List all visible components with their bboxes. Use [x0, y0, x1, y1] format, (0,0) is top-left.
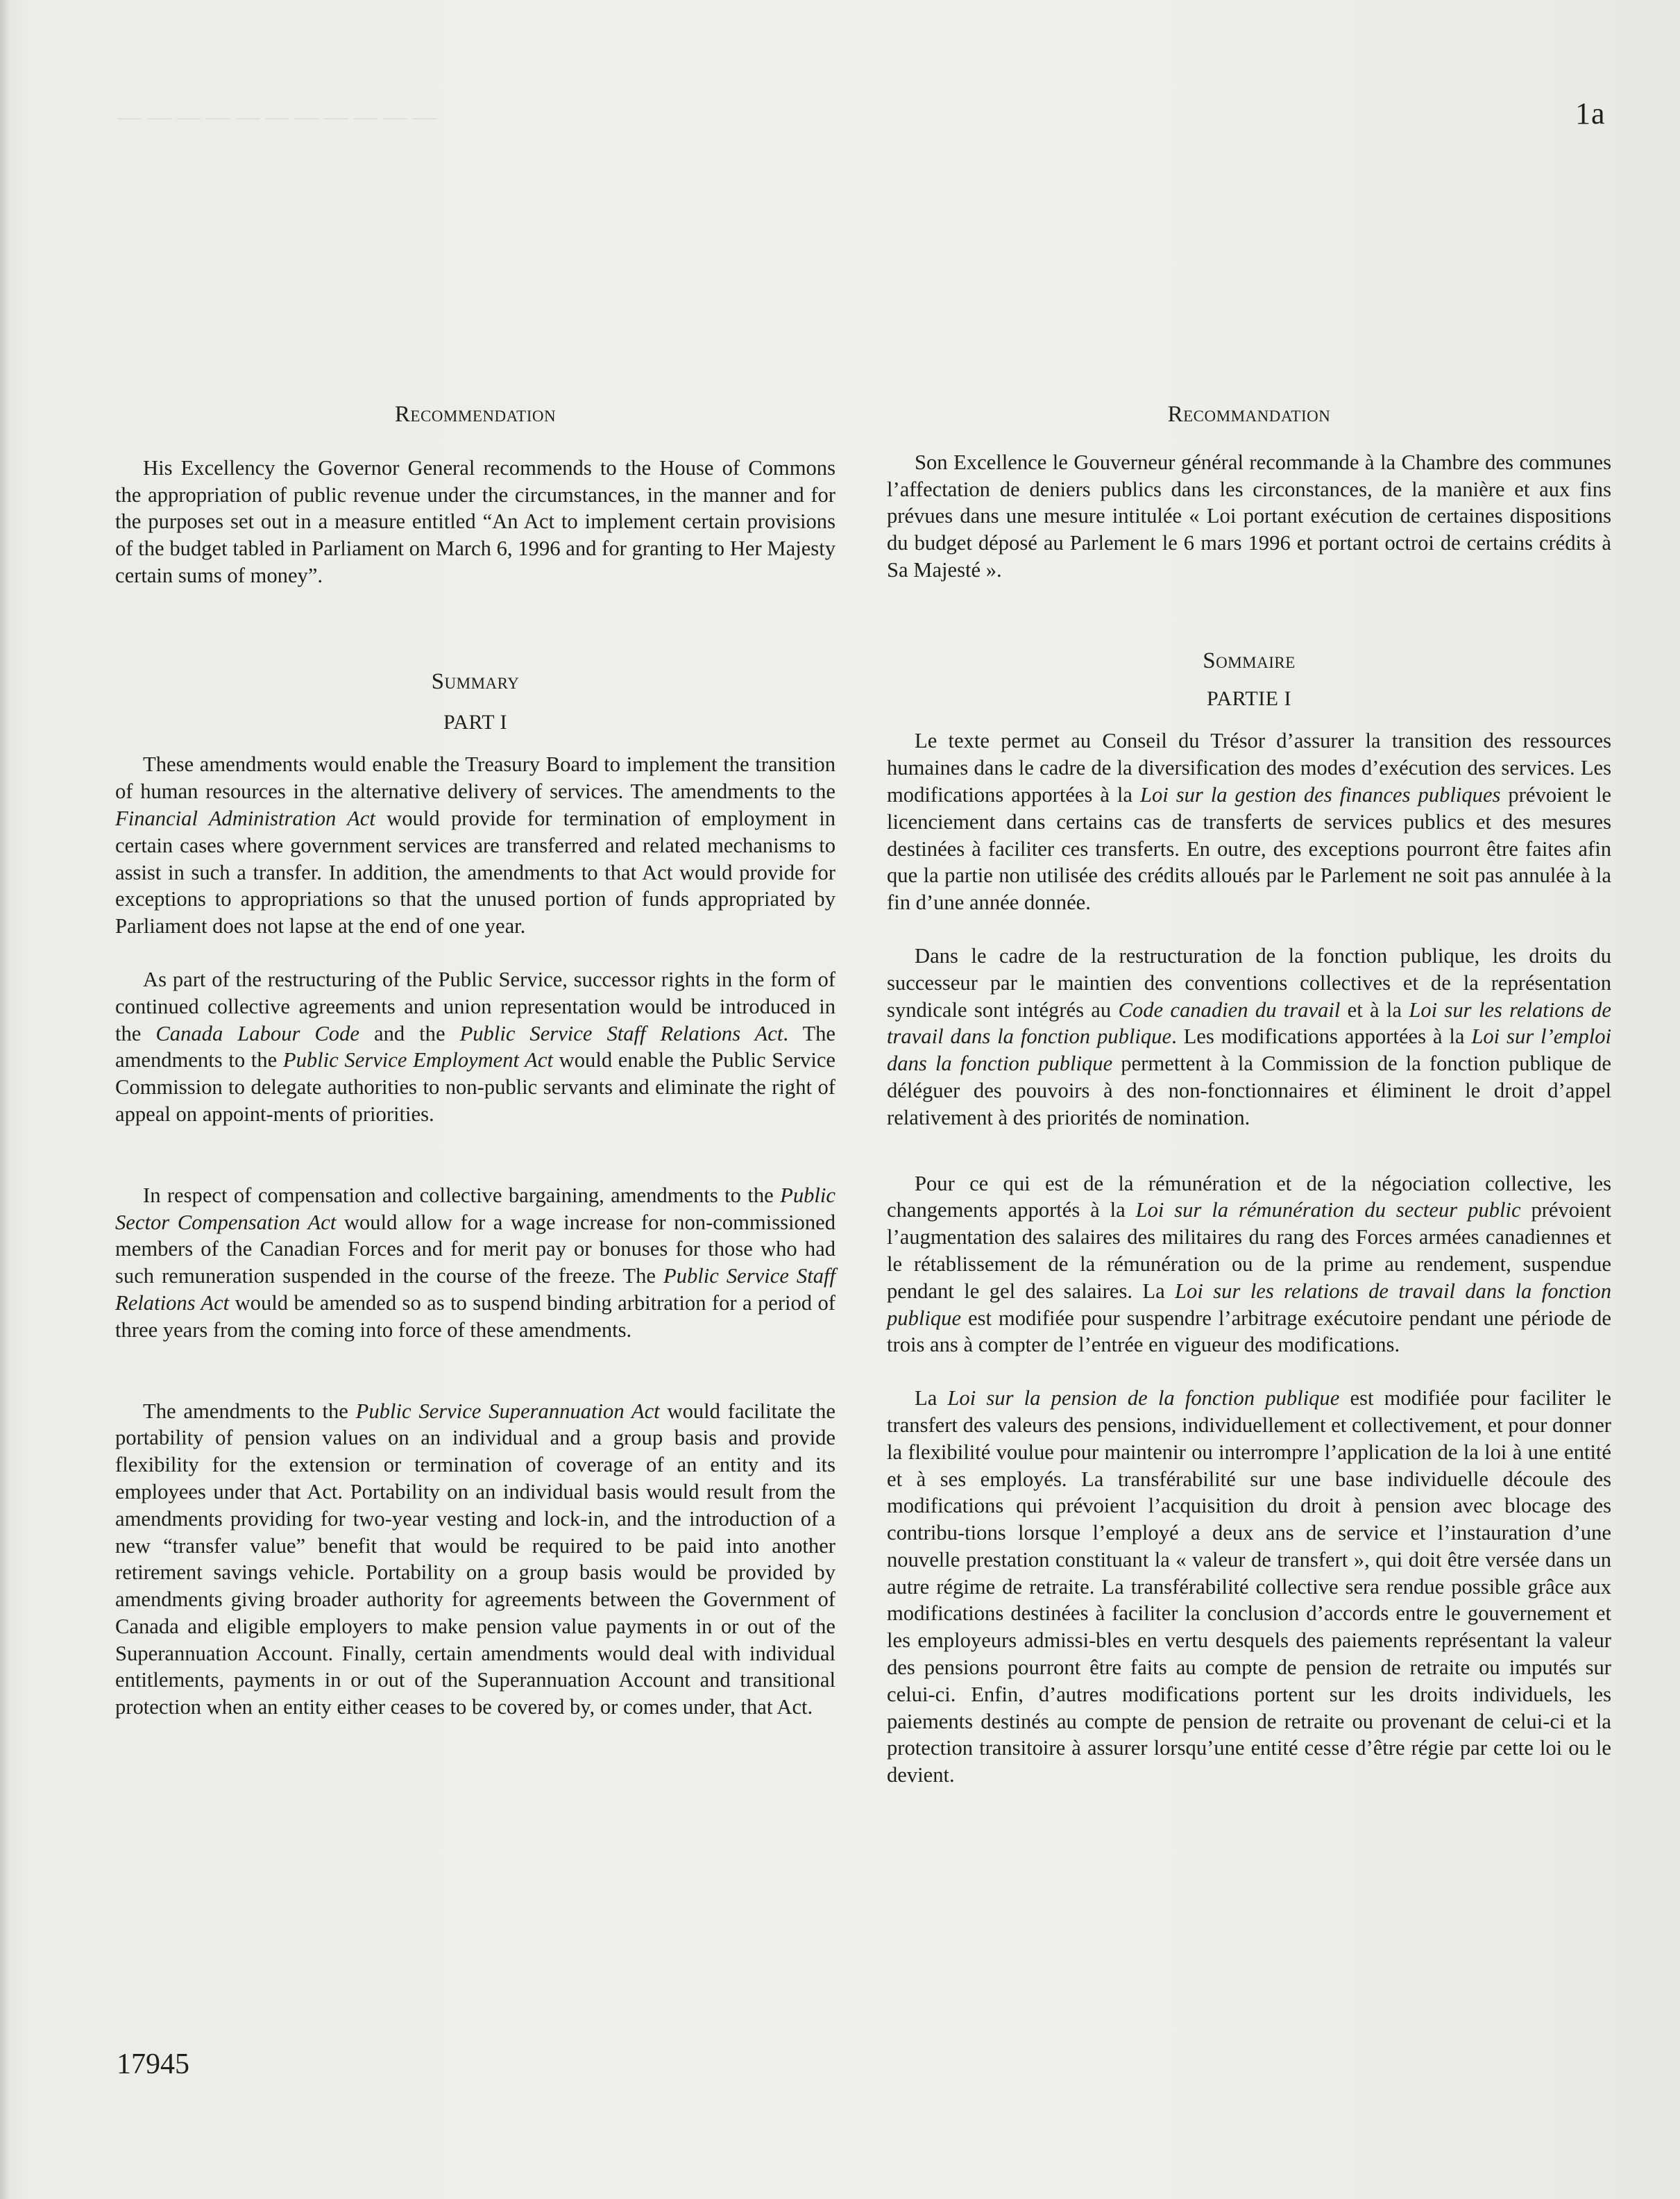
summary-heading: Summary	[431, 668, 520, 694]
recommandation-text: Son Excellence le Gouverneur général recommande à la Chambre des communes l’affectation de deniers publics dans les circonstances, de la manière et aux fins prévues dans une mesure intitulée « Loi portant exécution de certaines dispositions du budget déposé au Parlement le 6 mars 1996 et portant octroi de certains crédits à Sa Majesté ».	[887, 450, 1611, 582]
sommaire-heading: Sommaire	[1203, 648, 1296, 673]
summary-paragraph-4: The amendments to the Public Service Superannuation Act would facilitate the portability of pension values on an individual and a group basis and provide flexibility for the extension or termination of coverage of an entity and its employees under that Act. Portability on an individual basis would result from the amendments providing for two-year vesting and lock-in, and the introduction of a new “transfer value” benefit that would be required to be paid into another retirement savings vehicle. Portability on a group basis would be provided by amendments giving broader authority for agreements between the Government of Canada and eligible employers to make pension value payments in or out of the Superannuation Account. Finally, certain amendments would deal with individual entitlements, payments in or out of the Superannuation Account and transitional protection when an entity either ceases to be covered by, or comes under, that Act.	[115, 1399, 835, 1719]
recommendation-heading: Recommendation	[394, 402, 557, 427]
partie-heading: PARTIE I	[1207, 686, 1291, 710]
summary-paragraph-1: These amendments would enable the Treasury Board to implement the transition of human resources in the alternative delivery of services. The amendments to the Financial Administration Act would provide for termination of employment in certain cases where government services are transferred and related mechanisms to assist in such a transfer. In addition, the amendments to that Act would provide for exceptions to appropriations so that the unused portion of funds appropriated by Parliament does not lapse at the end of one year.	[115, 752, 835, 938]
sommaire-paragraph-4: La Loi sur la pension de la fonction publique est modifiée pour faciliter le transfert des valeurs des pensions, individuellement et collectivement, et pour donner la flexibilité voulue pour maintenir ou interrompre l’application de la loi à une entité et à ses employés. La transférabilité sur une base individuelle découle des modifications qui prévoient l’acquisition du droit à pension avec blocage des contribu-tions lorsque l’employé a deux ans de service et l’instauration d’une nouvelle prestation constituant la « valeur de transfert », qui doit être versée dans un autre régime de retraite. La transférabilité collective sera rendue possible grâce aux modifications destinées à faciliter la conclusion d’accords entre le gouvernement et les employeurs admissi-bles en vertu desquels des paiements représentant la valeur des pensions pourront être faits au compte de pension de retraite ou imputés sur celui-ci. Enfin, d’autres modifications portent sur les droits individuels, les paiements destinés au compte de pension de retraite ou provenant de celui-ci et la protection transitoire à assurer lorsqu’une entité cesse d’être régie par cette loi ou le devient.	[887, 1386, 1612, 1787]
page-number: 1a	[1575, 96, 1606, 130]
show-through-text: — — — — — — — — — — —	[118, 104, 436, 130]
recommandation-heading: Recommandation	[1167, 402, 1331, 427]
sommaire-paragraph-1: Le texte permet au Conseil du Trésor d’assurer la transition des ressources humaines dans le cadre de la diversification des modes d’exécution des services. Les modifications apportées à la Loi sur la gestion des finances publiques prévoient le licenciement dans certains cas de transferts de services publics et des mesures destinées à faciliter ces transferts. En outre, des exceptions pourront être faites afin que la partie non utilisée des crédits alloués par le Parlement ne soit pas annulée à la fin d’une année donnée.	[887, 729, 1611, 915]
recommendation-text: His Excellency the Governor General recommends to the House of Commons the appropriation of public revenue under the circumstances, in the manner and for the purposes set out in a measure entitled “An Act to implement certain provisions of the budget tabled in Parliament on March 6, 1996 and for granting to Her Majesty certain sums of money”.	[115, 455, 835, 587]
part-heading: PART I	[443, 710, 508, 734]
sommaire-paragraph-2: Dans le cadre de la restructuration de la fonction publique, les droits du successeur par le maintien des conventions collectives et de la représentation syndicale sont intégrés au Code canadien du travail et à la Loi sur les relations de travail dans la fonction publique. Les modifications apportées à la Loi sur l’emploi dans la fonction publique permettent à la Commission de la fonction publique de déléguer des pouvoirs à des non-fonctionnaires et éliminent le droit d’appel relativement à des priorités de nomination.	[887, 943, 1611, 1129]
summary-paragraph-2: As part of the restructuring of the Public Service, successor rights in the form of continued collective agreements and union representation would be introduced in the Canada Labour Code and the Public Service Staff Relations Act. The amendments to the Public Service Employment Act would enable the Public Service Commission to delegate authorities to non-public servants and eliminate the right of appeal on appoint-ments of priorities.	[115, 967, 836, 1126]
folio-number: 17945	[117, 2048, 189, 2080]
summary-paragraph-3: In respect of compensation and collective bargaining, amendments to the Public Sector Compensation Act would allow for a wage increase for non-commissioned members of the Canadian Forces and for merit pay or bonuses for those who had such remuneration suspended in the course of the freeze. The Public Service Staff Relations Act would be amended so as to suspend binding arbitration for a period of three years from the coming into force of these amendments.	[115, 1183, 836, 1342]
sommaire-paragraph-3: Pour ce qui est de la rémunération et de la négociation collective, les changements apportés à la Loi sur la rémunération du secteur public prévoient l’augmentation des salaires des militaires du rang des Forces armées canadiennes et le rétablissement de la rémunération ou de la prime au rendement, suspendue pendant le gel des salaires. La Loi sur les relations de travail dans la fonction publique est modifiée pour suspendre l’arbitrage exécutoire pendant une période de trois ans à compter de l’entrée en vigueur des modifications.	[887, 1171, 1611, 1357]
english-column	[115, 401, 835, 1721]
french-column	[887, 401, 1611, 1789]
